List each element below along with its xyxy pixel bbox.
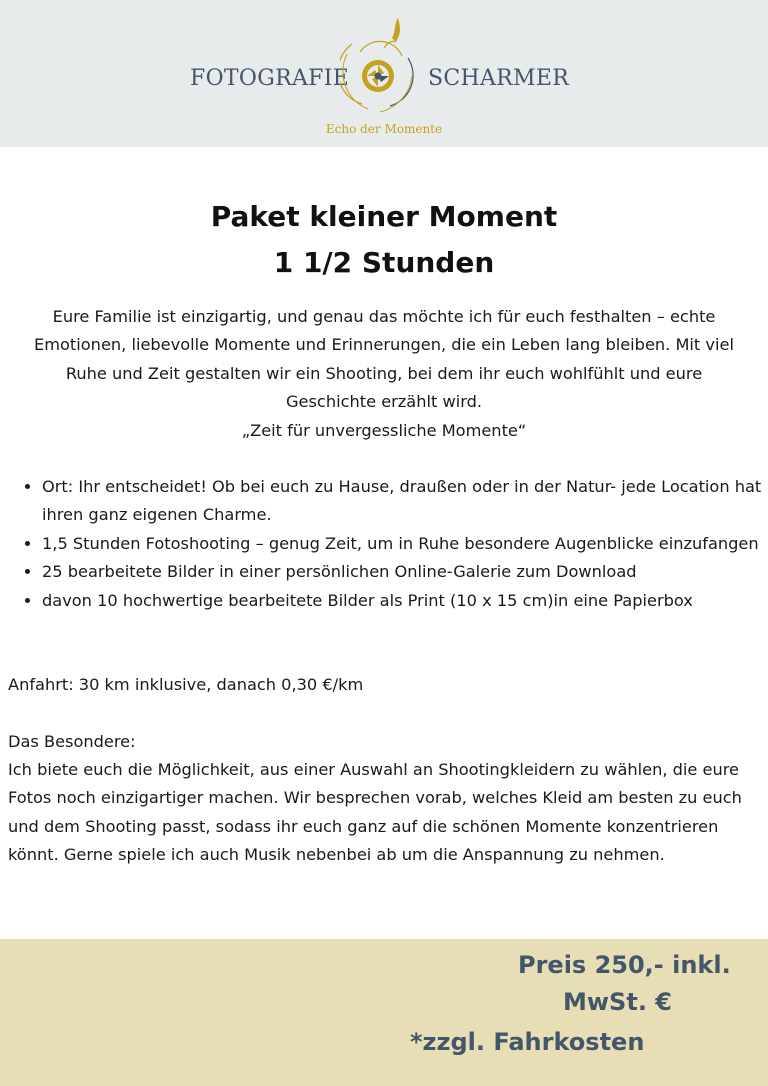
price-line-3: *zzgl. Fahrkosten xyxy=(410,1028,645,1056)
intro-line: Geschichte erzählt wird. xyxy=(285,392,482,412)
intro-line: Emotionen, liebevolle Momente und Erinnerungen, die ein Leben lang bleiben. Mit viel xyxy=(34,335,734,355)
aperture-swirl-icon xyxy=(340,16,416,116)
price-line-2: MwSt. € xyxy=(563,988,672,1016)
price-line-1: Preis 250,- inkl. xyxy=(518,951,731,979)
price-footer xyxy=(0,939,768,1086)
travel-info: Anfahrt: 30 km inklusive, danach 0,30 €/km xyxy=(8,675,364,694)
brand-name-right: SCHARMER xyxy=(428,66,570,91)
package-title-line2: 1 1/2 Stunden xyxy=(273,246,495,279)
intro-text xyxy=(8,303,760,445)
intro-line: Eure Familie ist einzigartig, und genau das möchte ich für euch festhalten – echte xyxy=(52,307,716,326)
package-title xyxy=(0,194,768,286)
feature-gallery: • 25 bearbeitete Bilder in einer persönlichen Online-Galerie zum Download xyxy=(42,558,768,586)
header-banner xyxy=(0,0,768,147)
feature-location: • Ort: Ihr entscheidet! Ob bei euch zu Hause, draußen oder in der Natur- jede Location hat ihren ganz eigenen Charme. xyxy=(42,473,768,530)
intro-line: Ruhe und Zeit gestalten wir ein Shooting, bei dem ihr euch wohlfühlt und eure xyxy=(65,363,703,383)
package-features-list xyxy=(0,473,768,615)
brand-name-left: FOTOGRAFIE xyxy=(190,66,350,91)
special-text: Ich biete euch die Möglichkeit, aus einer Auswahl an Shootingkleidern zu wählen, die eure Fotos noch einzigartiger machen. Wir besprechen vorab, welches Kleid am besten zu euch und dem Shooting passt, sodass ihr euch ganz auf die schönen Momente konzentrieren könnt. Gerne spiele ich auch Musik nebenbei ab um die Anspannung zu nehmen. xyxy=(8,760,742,865)
intro-quote: „Zeit für unvergessliche Momente“ xyxy=(241,420,527,440)
tagline: Echo der Momente xyxy=(325,122,443,136)
package-title-line1: Paket kleiner Moment xyxy=(210,200,558,233)
feature-prints: • davon 10 hochwertige bearbeitete Bilder als Print (10 x 15 cm)in eine Papierbox xyxy=(42,587,768,615)
feature-duration: • 1,5 Stunden Fotoshooting – genug Zeit, um in Ruhe besondere Augenblicke einzufangen xyxy=(42,530,768,558)
special-heading: Das Besondere: xyxy=(8,732,136,751)
